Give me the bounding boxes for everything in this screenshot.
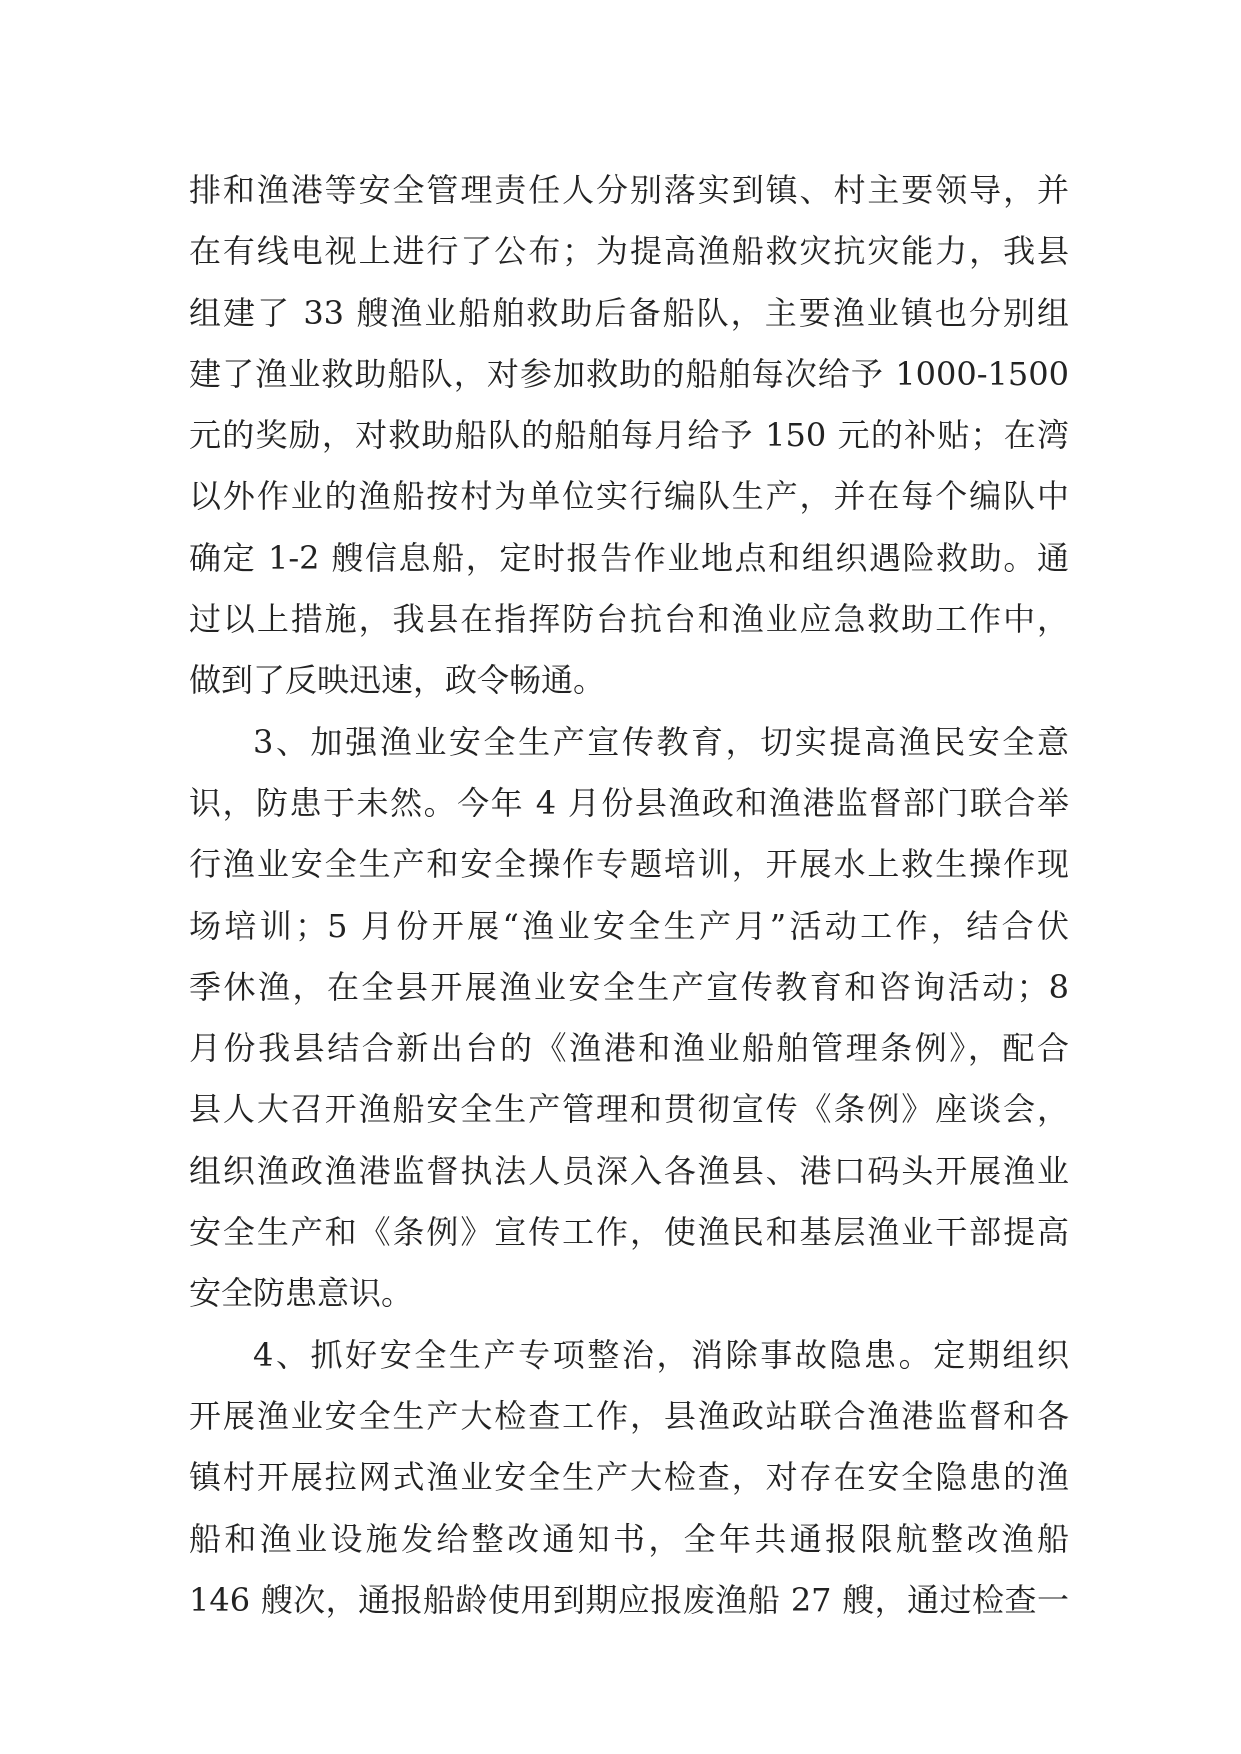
body-text	[189, 160, 1069, 1631]
text-line: 安全防患意识。	[189, 1274, 414, 1313]
text-line: 组建了 33 艘渔业船舶救助后备船队，主要渔业镇也分别组	[189, 293, 1069, 332]
text-line: 开展渔业安全生产大检查工作，县渔政站联合渔港监督和各	[189, 1396, 1069, 1435]
text-line: 4、抓好安全生产专项整治，消除事故隐患。定期组织	[253, 1335, 1069, 1374]
text-line: 做到了反映迅速，政令畅通。	[189, 661, 606, 700]
text-line: 组织渔政渔港监督执法人员深入各渔县、港口码头开展渔业	[189, 1151, 1069, 1190]
paragraph-3	[189, 712, 1069, 1325]
text-line: 场培训；5 月份开展“渔业安全生产月”活动工作，结合伏	[189, 906, 1069, 945]
text-line: 建了渔业救助船队，对参加救助的船舶每次给予 1000-1500	[189, 354, 1069, 393]
text-line: 146 艘次，通报船龄使用到期应报废渔船 27 艘，通过检查一	[189, 1580, 1069, 1619]
text-line: 船和渔业设施发给整改通知书，全年共通报限航整改渔船	[189, 1519, 1069, 1558]
text-line: 季休渔，在全县开展渔业安全生产宣传教育和咨询活动；8	[189, 967, 1069, 1006]
text-line: 安全生产和《条例》宣传工作，使渔民和基层渔业干部提高	[189, 1213, 1069, 1252]
text-line: 行渔业安全生产和安全操作专题培训，开展水上救生操作现	[189, 845, 1069, 884]
paragraph-4	[189, 1325, 1069, 1631]
text-line: 在有线电视上进行了公布；为提高渔船救灾抗灾能力，我县	[189, 232, 1069, 271]
text-line: 过以上措施，我县在指挥防台抗台和渔业应急救助工作中，	[189, 600, 1069, 639]
paragraph-continuation	[189, 160, 1069, 712]
text-line: 以外作业的渔船按村为单位实行编队生产，并在每个编队中	[189, 477, 1069, 516]
text-line: 元的奖励，对救助船队的船舶每月给予 150 元的补贴；在湾	[189, 416, 1069, 455]
text-line: 排和渔港等安全管理责任人分别落实到镇、村主要领导，并	[189, 171, 1069, 209]
text-line: 确定 1-2 艘信息船，定时报告作业地点和组织遇险救助。通	[189, 538, 1069, 577]
text-line: 县人大召开渔船安全生产管理和贯彻宣传《条例》座谈会，	[189, 1090, 1069, 1129]
text-line: 3、加强渔业安全生产宣传教育，切实提高渔民安全意	[253, 722, 1069, 761]
text-line: 月份我县结合新出台的《渔港和渔业船舶管理条例》，配合	[189, 1029, 1069, 1068]
text-line: 镇村开展拉网式渔业安全生产大检查，对存在安全隐患的渔	[189, 1458, 1069, 1497]
text-line: 识，防患于未然。今年 4 月份县渔政和渔港监督部门联合举	[189, 783, 1069, 822]
